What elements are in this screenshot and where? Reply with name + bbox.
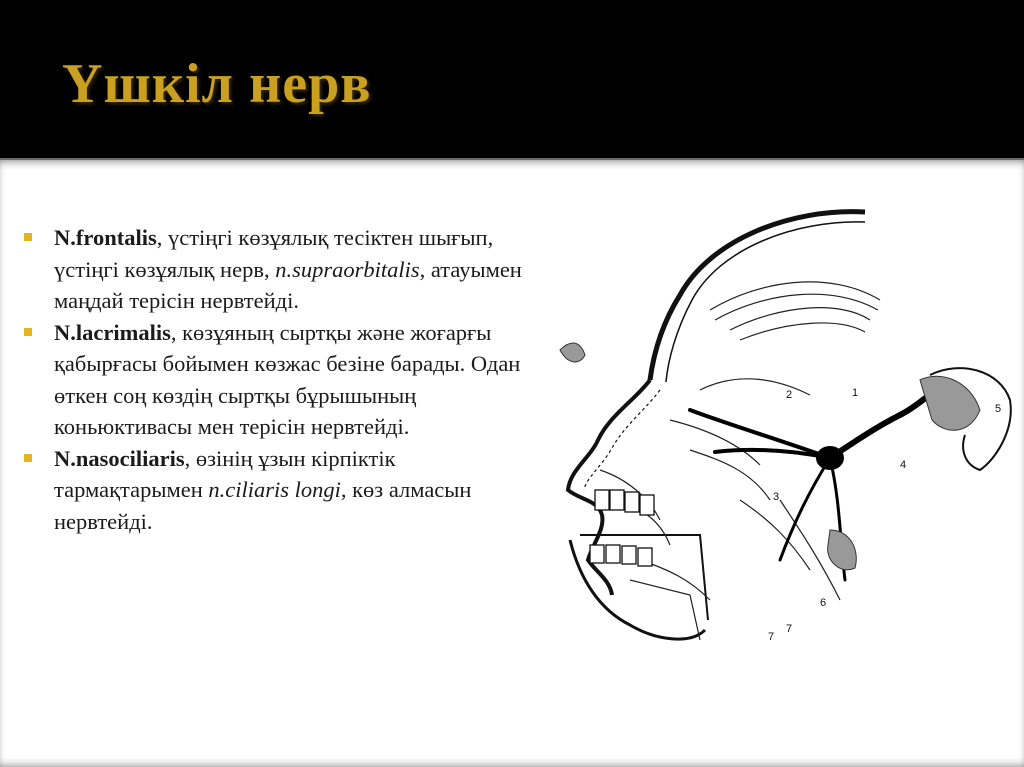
bullet-latin: n.supraorbitalis, (275, 256, 426, 282)
bullet-nasociliaris (24, 443, 544, 538)
bullet-term: N.nasociliaris (54, 445, 185, 471)
bullet-text: , көзұяның сыртқы және жоғарғы қабырғасы бойымен көзжас безіне барады. Одан өткен соң көздің сыртқы бұрышының коньюктивасы мен терісін нервтейді. (54, 319, 521, 439)
figure-label: 7 (786, 623, 793, 635)
bullet-term: N.frontalis (54, 225, 157, 250)
slide-title: Үшкіл нерв (62, 53, 372, 115)
anatomy-illustration (540, 200, 1024, 700)
trigeminal-ganglion (816, 446, 844, 470)
bullet-frontalis (24, 222, 544, 317)
figure-label: 1 (852, 387, 859, 399)
figure-label: 6 (820, 597, 827, 609)
title-bar (0, 0, 1024, 158)
nerve-branches (690, 382, 950, 580)
head-outline (568, 212, 865, 639)
bullet-text: көз алмасын нервтейді. (54, 477, 472, 534)
trigeminal-nerve-diagram (540, 200, 1024, 700)
bullet-term: N.lacrimalis (54, 319, 171, 345)
bullet-marker (24, 328, 32, 336)
bullet-text: , үстіңгі көзұялық тесіктен шығып, үстіңгі көзұялық нерв, (54, 225, 494, 282)
bullet-list (24, 222, 544, 537)
figure-label: 4 (900, 459, 907, 471)
figure-label: 3 (773, 491, 780, 503)
bullet-latin: n.ciliaris longi, (208, 477, 347, 502)
figure-label: 2 (786, 389, 793, 401)
figure-label: 5 (995, 403, 1002, 415)
bullet-marker (24, 233, 32, 241)
bullet-lacrimalis (24, 317, 544, 443)
figure-label: 7 (768, 631, 775, 643)
bullet-text: , өзінің ұзын кірпіктік тармақтарымен (54, 445, 396, 502)
bullet-text: атауымен маңдай терісін нервтейді. (54, 256, 522, 313)
bullet-marker (24, 454, 32, 462)
